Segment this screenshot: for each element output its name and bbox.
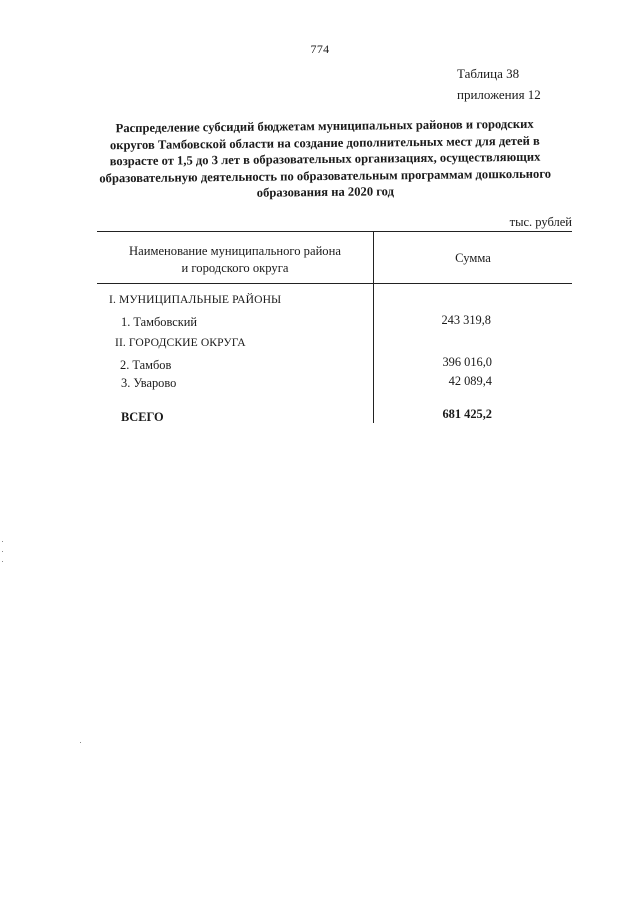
section-heading-districts: I. МУНИЦИПАЛЬНЫЕ РАЙОНЫ — [109, 293, 282, 306]
column-header-sum: Сумма — [455, 251, 491, 265]
document-title — [90, 116, 561, 204]
scan-speck — [80, 742, 81, 743]
table-header-rule — [97, 283, 572, 284]
section-heading-city-districts: II. ГОРОДСКИЕ ОКРУГА — [115, 336, 246, 349]
table-top-rule — [97, 231, 572, 232]
table-row-name: 1. Тамбовский — [121, 315, 198, 329]
column-header-name-line: Наименование муниципального района — [129, 244, 341, 258]
title-line: возрасте от 1,5 до 3 лет в образовательных организациях, осуществляющих — [109, 149, 541, 169]
table-row-value: 42 089,4 — [448, 374, 492, 388]
appendix-reference: приложения 12 — [457, 87, 541, 102]
title-line: округов Тамбовской области на создание дополнительных мест для детей в — [109, 133, 540, 152]
column-header-name-line: и городского округа — [181, 261, 289, 275]
table-row-name: 2. Тамбов — [120, 358, 172, 372]
total-label: ВСЕГО — [121, 410, 164, 424]
page-number: 774 — [310, 42, 330, 56]
table-row-value: 396 016,0 — [442, 355, 492, 369]
scan-speck — [2, 551, 3, 552]
table-row-value: 243 319,8 — [441, 313, 491, 327]
table-number: Таблица 38 — [457, 66, 520, 81]
table-reference — [457, 63, 541, 105]
units-label: тыс. рублей — [509, 215, 572, 229]
total-value: 681 425,2 — [442, 407, 492, 421]
title-line: образовательную деятельность по образовательным программам дошкольного — [99, 166, 552, 186]
title-line: образования на 2020 год — [256, 184, 395, 201]
scan-speck — [2, 561, 3, 562]
scan-speck — [2, 541, 3, 542]
column-header-name — [110, 243, 360, 277]
title-line: Распределение субсидий бюджетам муниципальных районов и городских — [115, 116, 534, 136]
table-row-name: 3. Уварово — [121, 376, 177, 390]
